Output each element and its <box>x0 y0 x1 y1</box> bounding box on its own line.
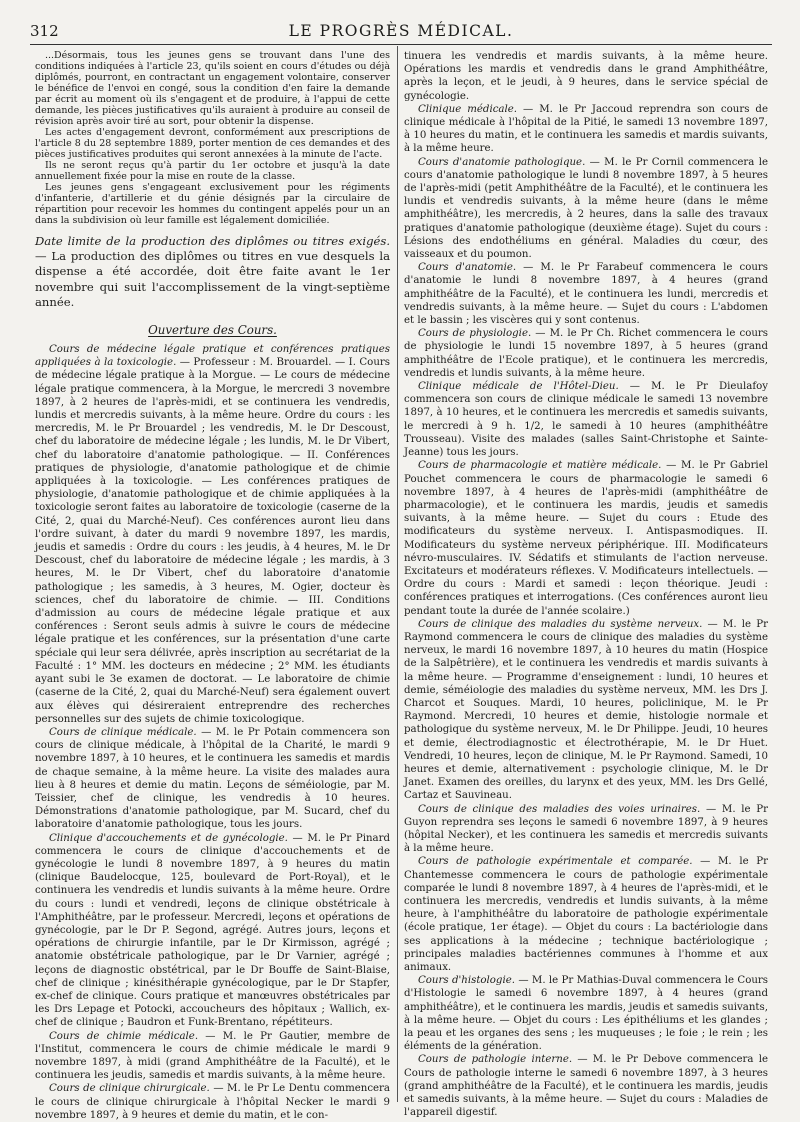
course-title: Cours de pathologie expérimentale et comparée. <box>418 856 693 868</box>
course-paragraph <box>35 832 390 1030</box>
course-text: — M. le Pr Jaccoud reprendra son cours de clinique médicale à l'hôpital de la Pitié, le samedi 13 novembre 1897, à 10 heures du matin, et le continuera les samedis et mardis suivants, à la même heure. <box>404 103 768 155</box>
course-title: Cours de clinique des maladies du système nerveux. <box>418 618 703 630</box>
course-text: — M. le Pr Raymond commencera le cours de clinique des maladies du système nerveux, le mardi 16 novembre 1897, à 10 heures du matin (Hospice de la Salpêtrière), et le continuera les vendredis et mardis suivants à la même heure. — Programme d'enseignement : lundi, 10 heures et demie, séméiologie des maladies du système nerveux, MM. les Drs J. Charcot et Souques. Mardi, 10 heures, policlinique, M. le Pr Raymond. Mercredi, 10 heures et demie, histologie normale et pathologique du système nerveux, M. le Dr Philippe. Jeudi, 10 heures et demie, électrodiagnostic et électrothérapie, M. le Dr Huet. Vendredi, 10 heures, leçon de clinique, M. le Pr Raymond. Samedi, 10 heures et demie, alternativement : psychologie clinique, M. le Dr Janet. Examen des oreilles, du larynx et des yeux, MM. les Drs Gellé, Cartaz et Sauvineau. <box>404 618 768 802</box>
decree-paragraph: ...Désormais, tous les jeunes gens se trouvant dans l'une des conditions indiquées à l'article 23, qu'ils soient en cours d'études ou déjà diplômés, pourront, en contractant un engagement volontaire, conserver le bénéfice de l'envoi en congé, sous la condition d'en faire la demande par écrit au moment où ils s'engagent et de produire, à l'appui de cette demande, les pièces justificatives qu'ils auraient à produire au conseil de révision après avoir tiré au sort, pour obtenir la dispense. <box>35 50 390 127</box>
course-title: Cours de pharmacologie et matière médicale. <box>418 460 662 472</box>
course-title: Cours de chimie médicale. <box>49 1030 199 1042</box>
course-text: — M. le Pr Dieulafoy commencera son cours de clinique médicale le samedi 13 novembre 1897, à 10 heures, et le continuera les mercredis et samedis suivants, le mercredi à 9 h. 1/2, le samedi à 10 heures (amphithéâtre Trousseau). Visite des malades (salles Saint-Christophe et Sainte-Jeanne) tous les jours. <box>404 381 768 459</box>
course-paragraph <box>404 459 768 617</box>
course-text: — M. le Pr Chantemesse commencera le cours de pathologie expérimentale comparée le lundi 8 novembre 1897, à 4 heures de l'après-midi, et le continuera les mercredis, vendredis et lundis suivants, à la même heure, à l'amphithéâtre du laboratoire de pathologie expérimentale (école pratique, 1er étage). — Objet du cours : La bactériologie dans ses applications à la médecine ; technique bactériologique ; principales maladies bactériennes communes à l'homme et aux animaux. <box>404 856 768 974</box>
course-title: Cours de pathologie interne. <box>418 1054 573 1066</box>
course-text: — M. le Pr Cornil commencera le cours d'anatomie pathologique le lundi 8 novembre 1897, à 5 heures de l'après-midi (petit Amphithéâtre de la Faculté), et le continuera les lundis et vendredis suivants, à la même heure (dans le même amphithéâtre), les mercredis, à 2 heures, dans la salle des travaux pratiques d'anatomie pathologique (deuxième étage). Sujet du cours : Lésions des endothéliums en général. Maladies du cœur, des vaisseaux et du poumon. <box>404 156 768 261</box>
course-paragraph <box>35 1082 390 1122</box>
course-paragraph <box>404 974 768 1053</box>
date-limit-title: Date limite de la production des diplômes ou titres exigés. <box>35 234 390 248</box>
course-paragraph <box>404 380 768 459</box>
date-limit-paragraph <box>35 234 390 310</box>
decree-paragraph: Les jeunes gens s'engageant exclusivement pour les régiments d'infanterie, d'artillerie et du génie désignés par la circulaire de répartition pour recevoir les hommes du contingent appelés pour un an dans la subdivision où leur famille est légalement domiciliée. <box>35 182 390 226</box>
course-paragraph <box>404 855 768 974</box>
running-title: LE PROGRÈS MÉDICAL. <box>288 22 514 40</box>
course-text: — M. le Pr Gautier, membre de l'Institut, commencera le cours de chimie médicale le mardi 9 novembre 1897, à midi (grand Amphithéâtre de la Faculté), et le continuera les jeudis, samedis et mardis suivants, à la même heure. <box>35 1030 391 1082</box>
course-title: Cours de médecine légale pratique et conférences pratiques appliquées à la toxicologie. <box>35 344 390 369</box>
course-paragraph <box>404 103 768 156</box>
course-paragraph <box>404 803 768 856</box>
course-paragraph <box>404 156 768 262</box>
course-title: Cours de physiologie. <box>418 328 532 340</box>
section-heading: Ouverture des Cours. <box>148 323 277 338</box>
course-paragraph <box>404 327 768 380</box>
course-text: — M. le Pr Farabeuf commencera le cours d'anatomie le lundi 8 novembre 1897, à 4 heures (grand amphithéâtre de la Faculté), et le continuera les lundi, mercredis et vendredis suivants, à la même heure. — Sujet du cours : L'abdomen et le bassin ; les viscères qui y sont contenus. <box>404 262 768 327</box>
course-text: — M. le Pr Gabriel Pouchet commencera le cours de pharmacologie le samedi 6 novembre 1897, à 4 heures de l'après-midi (amphithéâtre de pharmacologie), et le continuera les mardis, jeudis et samedis suivants, à la même heure. — Sujet du cours : Etude des modificateurs du système nerveux. I. Antispasmodiques. II. Modificateurs du système nerveux périphérique. III. Modificateurs névro-musculaires. IV. Sédatifs et stimulants de l'action nerveuse. Excitateurs et modérateurs réflexes. V. Modificateurs intellectuels. — Ordre du cours : Mardi et samedi : leçon théorique. Jeudi : conférences pratiques et interrogations. (Ces conférences auront lieu pendant toute la durée de l'année scolaire.) <box>404 460 768 617</box>
course-paragraph <box>35 343 390 726</box>
course-title: Clinique d'accouchements et de gynécologie. <box>49 832 288 844</box>
course-text: — M. le Pr Ch. Richet commencera le cours de physiologie le lundi 15 novembre 1897, à 5 heures (grand amphithéâtre de l'Ecole pratique), et le continuera les mercredis, vendredis et lundis suivants, à la même heure. <box>404 328 769 379</box>
course-text: — M. le Pr Guyon reprendra ses leçons le samedi 6 novembre 1897, à 9 heures (hôpital Necker), et les continuera les samedis et mercredis suivants à la même heure. <box>404 803 768 855</box>
header-rule <box>30 44 772 45</box>
course-text: — M. le Pr Pinard commencera le cours de clinique d'accouchements et de gynécologie le lundi 8 novembre 1897, à 9 heures du matin (clinique Baudelocque, 125, boulevard de Port-Royal), et le continuera les vendredis et lundis suivants à la même heure. Ordre du cours : lundi et vendredi, leçons de clinique obstétricale à l'Amphithéâtre, par le professeur. Mercredi, leçons et opérations de gynécologie, par le Dr P. Segond, agrégé. Autres jours, leçons et opérations de chirurgie infantile, par le Dr Kirmisson, agrégé ; anatomie obstétricale pathologique, par le Dr Varnier, agrégé ; leçons de diagnostic obstétrical, par le Dr Bouffe de Saint-Blaise, chef de clinique ; kinésithérapie gynécologique, par le Dr Stapfer, ex-chef de clinique. Cours pratique et manœuvres obstétricales par les Drs Lepage et Potocki, accoucheurs des hôpitaux ; Wallich, ex-chef de clinique ; Baudron et Funk-Brentano, répétiteurs. <box>35 832 390 1029</box>
course-text: — Professeur : M. Brouardel. — I. Cours de médecine légale pratique à la Morgue. — Le cours de médecine légale pratique commencera, à la Morgue, le mercredi 3 novembre 1897, à 2 heures de l'après-midi, et se continuera les vendredis, lundis et mercredis suivants, à la même heure. Ordre du cours : les mercredis, M. le Pr Brouardel ; les vendredis, M. le Dr Descoust, chef du laboratoire de médecine légale ; les lundis, M. le Dr Vibert, chef du laboratoire d'anatomie pathologique. — II. Conférences pratiques de physiologie, d'anatomie pathologique et de chimie appliquées à la toxicologie. — Les conférences pratiques de physiologie, d'anatomie pathologique et de chimie appliquées à la toxicologie seront faites au laboratoire de toxicologie (caserne de la Cité, 2, quai du Marché-Neuf). Ces conférences auront lieu dans l'ordre suivant, à dater du mardi 9 novembre 1897, les mardis, jeudis et samedis : Ordre du cours : les jeudis, à 4 heures, M. le Dr Descoust, chef du laboratoire de médecine légale ; les mardis, à 3 heures, M. le Dr Vibert, chef du laboratoire d'anatomie pathologique ; les samedis, à 3 heures, M. Ogier, docteur ès sciences, chef du laboratoire de chimie. — III. Conditions d'admission au cours de médecine légale pratique et aux conférences : Seront seuls admis à suivre le cours de médecine légale pratique et les conférences, sur la présentation d'une carte spéciale qui leur sera délivrée, après inscription au secrétariat de la Faculté : 1° MM. les docteurs en médecine ; 2° MM. les étudiants ayant subi le 3e examen de doctorat. — Le laboratoire de chimie (caserne de la Cité, 2, quai du Marché-Neuf) sera également ouvert aux élèves qui désireraient entreprendre des recherches personnelles sur des sujets de chimie toxicologique. <box>35 357 390 725</box>
course-text: — M. le Pr Le Dentu commencera le cours de clinique chirurgicale à l'hôpital Necker le mardi 9 novembre 1897, à 9 heures et demie du matin, et le con- <box>35 1083 391 1121</box>
decree-paragraph: Ils ne seront reçus qu'à partir du 1er octobre et jusqu'à la date annuellement fixée pour la mise en route de la classe. <box>35 160 390 182</box>
course-paragraph <box>404 261 768 327</box>
course-title: Clinique médicale de l'Hôtel-Dieu. <box>418 381 619 393</box>
left-column <box>35 50 391 1121</box>
course-paragraph <box>404 1053 768 1119</box>
course-title: Cours de clinique médicale. <box>49 726 197 738</box>
course-paragraph <box>404 618 768 803</box>
course-title: Clinique médicale. <box>418 103 518 115</box>
course-title: Cours de clinique chirurgicale. <box>49 1083 210 1095</box>
course-paragraph <box>35 726 390 832</box>
course-paragraph <box>404 50 768 103</box>
column-divider <box>397 46 398 1102</box>
course-paragraph <box>35 1030 390 1083</box>
decree-paragraph: Les actes d'engagement devront, conformément aux prescriptions de l'article 8 du 28 septembre 1889, porter mention de ces demandes et des pièces justificatives produites qui seront annexées à la minute de l'acte. <box>35 127 390 160</box>
course-text: — M. le Pr Debove commencera le Cours de pathologie interne le samedi 6 novembre 1897, à 3 heures (grand amphithéâtre de la Faculté), et le continuera les mardis, jeudis et samedis suivants, à la même heure. — Sujet du cours : Maladies de l'appareil digestif. <box>404 1054 769 1119</box>
course-title: Cours d'anatomie pathologique. <box>418 156 586 168</box>
course-title: Cours d'anatomie. <box>418 262 517 274</box>
page-number: 312 <box>30 22 59 40</box>
course-text: tinuera les vendredis et mardis suivants, à la même heure. Opérations les mardis et vendredis dans le grand Amphithéâtre, après la leçon, et le jeudi, à 9 heures, dans le service spécial de gynécologie. <box>404 51 768 102</box>
course-text: — M. le Pr Mathias-Duval commencera le Cours d'Histologie le samedi 6 novembre 1897, à 4 heures (grand amphithéâtre), et le continuera les mardis, jeudis et samedis suivants, à la même heure. — Objet du cours : Les épithéliums et les glandes ; la peau et les organes des sens ; les muqueuses ; le foie ; le rein ; les éléments de la génération. <box>404 975 768 1053</box>
course-title: Cours d'histologie. <box>418 975 515 987</box>
page-header <box>30 22 772 44</box>
right-column <box>404 50 769 1119</box>
course-text: — M. le Pr Potain commencera son cours de clinique médicale, à l'hôpital de la Charité, le mardi 9 novembre 1897, à 10 heures, et le continuera les samedis et mardis de chaque semaine, à la même heure. La visite des malades aura lieu à 8 heures et demie du matin. Leçons de séméiologie, par M. Teissier, chef de clinique, les vendredis à 10 heures. Démonstrations d'anatomie pathologique, par M. Sucard, chef du laboratoire d'anatomie pathologique, tous les jours. <box>35 726 390 831</box>
course-title: Cours de clinique des maladies des voies urinaires. <box>418 803 701 815</box>
date-limit-text: — La production des diplômes ou titres en vue desquels la dispense a été accordée, doit être faite avant le 1er novembre qui suit l'accomplissement de la vingt-septième année. <box>35 249 390 309</box>
